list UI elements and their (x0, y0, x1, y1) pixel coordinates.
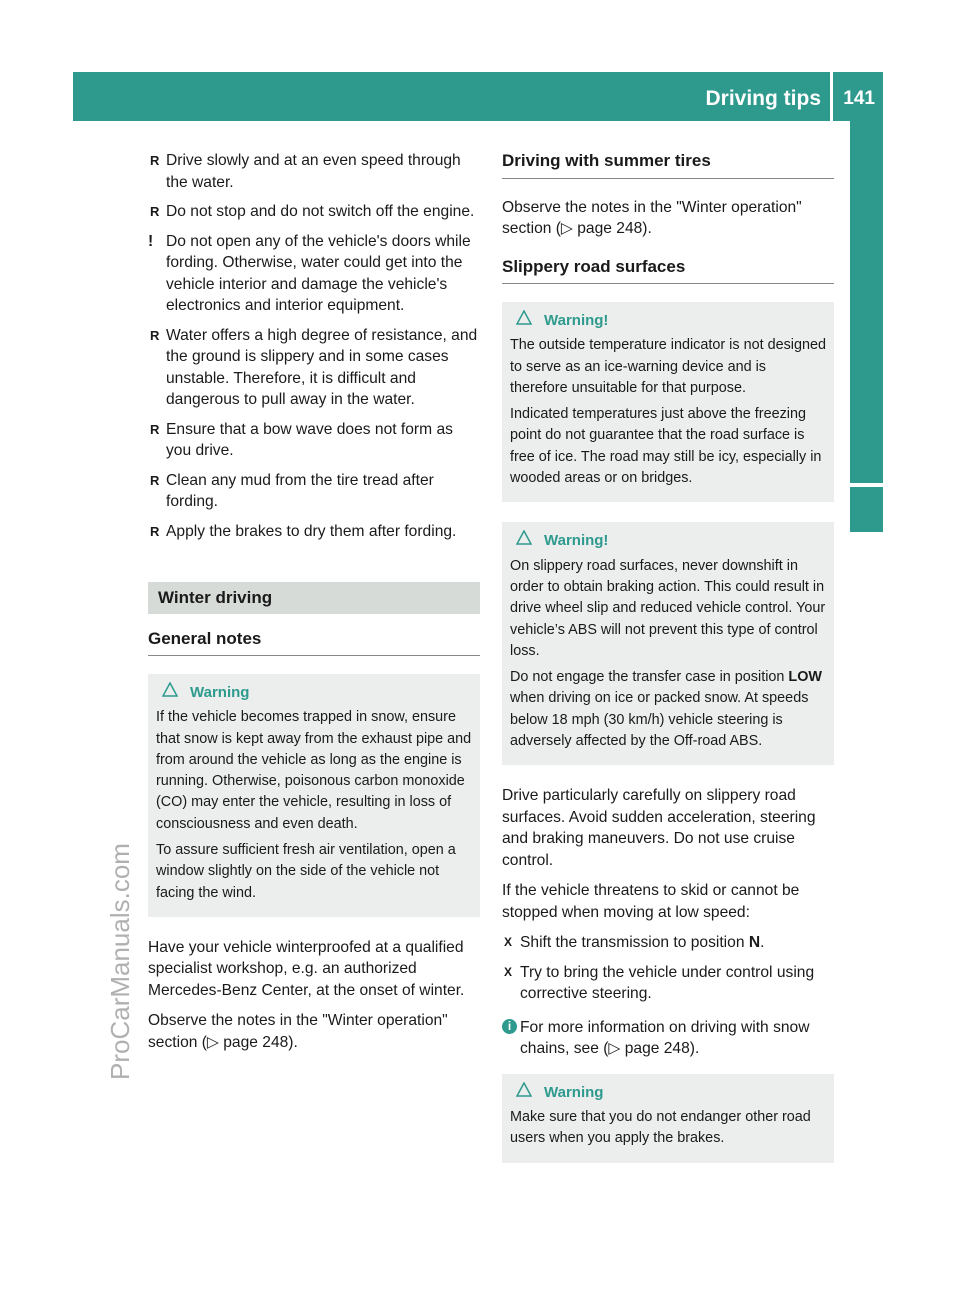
header-bar (73, 72, 883, 121)
caution-note: ! Do not open any of the vehicle's doors while fording. Otherwise, water could get into the vehicle interior and damage the vehicle's electronics and interior equipment. (148, 232, 471, 314)
section-heading-winter: Winter driving (148, 582, 480, 614)
warning-text: To assure sufficient fresh air ventilation, open a window slightly on the side of the vehicle not facing the wind. (156, 842, 456, 901)
warning-triangle-icon (516, 310, 534, 331)
subsection-heading-general: General notes (148, 628, 480, 657)
warning-text: Indicated temperatures just above the freezing point do not guarantee that the road surface is free of ice. The road may still be icy, especially in wooded areas or on bridges. (510, 406, 822, 487)
exclamation-icon: ! (148, 232, 154, 250)
page-number: 141 (843, 88, 875, 109)
arrow-icon: X (504, 935, 513, 950)
list-item: R Do not stop and do not switch off the engine. (150, 203, 475, 220)
step-item: X Try to bring the vehicle under control using corrective steering. (504, 963, 815, 1003)
warning-box (502, 522, 834, 765)
info-note: i For more information on driving with snow chains, see (▷ page 248). (502, 1017, 834, 1060)
warning-title: Warning! (544, 312, 609, 329)
warning-text: Do not engage the transfer case in position LOW when driving on ice or packed snow. At speeds below 18 mph (30 km/h) vehicle steering is adversely affected by the Off-road ABS. (510, 669, 822, 750)
paragraph: Have your vehicle winterproofed at a qualified specialist workshop, e.g. an authorized Mercedes-Benz Center, at the onset of winter. (148, 938, 465, 999)
warning-text: The outside temperature indicator is not designed to serve as an ice-warning device and is therefore unsuitable for that purpose. (510, 337, 826, 396)
arrow-icon: X (504, 964, 513, 979)
watermark: ProCarManuals.com (105, 843, 135, 1080)
left-column (148, 150, 480, 1062)
header-divider (830, 72, 833, 121)
paragraph: Drive particularly carefully on slippery road surfaces. Avoid sudden acceleration, steering and braking maneuvers. Do not use cruise control. (502, 787, 816, 869)
chapter-title: Driving tips (705, 87, 821, 110)
warning-text: If the vehicle becomes trapped in snow, ensure that snow is kept away from the exhaust pipe and from around the vehicle as long as the engine is running. Otherwise, poisonous carbon monoxide (CO) may enter the vehicle, resulting in loss of consciousness and even death. (156, 709, 472, 832)
warning-title: Warning (190, 684, 250, 701)
warning-box (502, 302, 834, 502)
right-column (502, 150, 834, 1183)
paragraph: If the vehicle threatens to skid or cannot be stopped when moving at low speed: (502, 882, 800, 921)
list-item: R Apply the brakes to dry them after fording. (150, 522, 457, 540)
side-tab-label: Driving and parking (856, 278, 879, 476)
warning-title: Warning (544, 1083, 604, 1101)
warning-triangle-icon (162, 682, 180, 703)
warning-text: Make sure that you do not endanger other road users when you apply the brakes. (510, 1109, 811, 1147)
list-item: R Water offers a high degree of resistance, and the ground is slippery and in some cases unstable. Therefore, it is difficult and dangerous to pull away in the water. (150, 326, 478, 408)
list-item: R Ensure that a bow wave does not form as you drive. (150, 420, 453, 459)
section-heading-slippery: Slippery road surfaces (502, 256, 834, 285)
warning-title: Warning! (544, 532, 609, 550)
paragraph: Observe the notes in the "Winter operation" section (▷ page 248). (148, 1012, 448, 1051)
list-item: R Drive slowly and at an even speed through the water. (150, 152, 461, 191)
paragraph: Observe the notes in the "Winter operation" section (▷ page 248). (502, 198, 802, 237)
info-icon: i (502, 1019, 517, 1034)
warning-box (148, 674, 480, 917)
warning-box (502, 1074, 834, 1163)
list-item: R Clean any mud from the tire tread after fording. (150, 471, 434, 510)
warning-text: On slippery road surfaces, never downshift in order to obtain braking action. This could result in drive wheel slip and reduced vehicle control. Your vehicle’s ABS will not prevent this type of control loss. (510, 557, 826, 659)
side-tab-marker (850, 487, 883, 532)
step-item: X Shift the transmission to position N. (502, 932, 834, 954)
section-heading-summer: Driving with summer tires (502, 150, 834, 179)
warning-triangle-icon (516, 530, 534, 551)
warning-triangle-icon (516, 1082, 534, 1103)
